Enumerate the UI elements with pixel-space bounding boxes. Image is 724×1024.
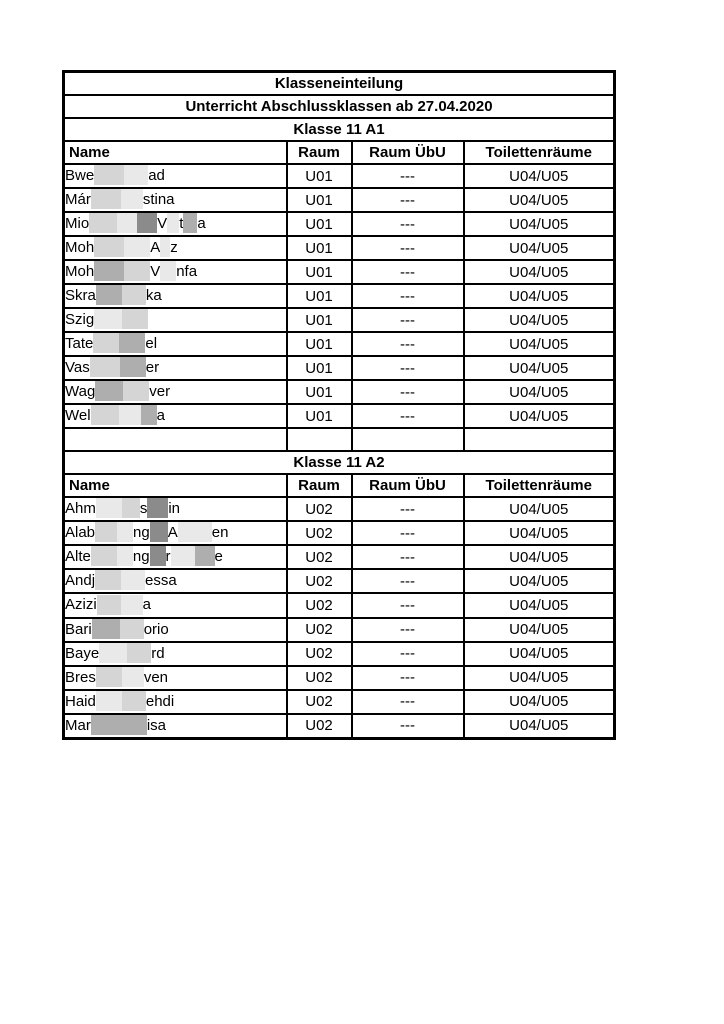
name-cell xyxy=(64,666,287,690)
toiletten-cell: U04/U05 xyxy=(464,164,615,188)
student-row xyxy=(64,164,615,188)
toiletten-cell: U04/U05 xyxy=(464,356,615,380)
column-header-row xyxy=(64,474,615,497)
redaction-box xyxy=(95,381,123,401)
redaction-box xyxy=(150,546,166,566)
name-fragment: Azizi xyxy=(65,596,97,614)
raum-cell: U02 xyxy=(287,642,352,666)
raum-cell: U02 xyxy=(287,714,352,739)
column-header-row xyxy=(64,141,615,164)
raum-ubu-cell: --- xyxy=(352,521,464,545)
name-fragment: z xyxy=(170,239,178,257)
name-fragment: Szig xyxy=(65,311,95,329)
name-fragment: isa xyxy=(146,716,167,734)
raum-ubu-cell: --- xyxy=(352,593,464,617)
redaction-box xyxy=(96,691,122,711)
raum-ubu-cell: --- xyxy=(352,212,464,236)
raum-ubu-cell: --- xyxy=(352,666,464,690)
name-fragment: essa xyxy=(145,572,177,590)
raum-cell: U02 xyxy=(287,497,352,521)
name-fragment: ng xyxy=(132,548,150,566)
redaction-box xyxy=(91,715,147,735)
name-fragment: A xyxy=(150,239,161,257)
raum-ubu-cell: --- xyxy=(352,284,464,308)
column-header: Raum xyxy=(287,474,352,497)
redaction-box xyxy=(178,522,212,542)
section-heading-row xyxy=(64,451,615,474)
raum-ubu-cell: --- xyxy=(352,332,464,356)
name-fragment: el xyxy=(145,335,158,353)
raum-cell: U02 xyxy=(287,521,352,545)
name-fragment: nfa xyxy=(176,263,198,281)
student-row xyxy=(64,332,615,356)
name-cell xyxy=(64,690,287,714)
name-cell xyxy=(64,714,287,739)
student-row xyxy=(64,521,615,545)
raum-ubu-cell: --- xyxy=(352,690,464,714)
section-heading: Klasse 11 A1 xyxy=(64,118,615,141)
redaction-box xyxy=(91,546,117,566)
empty-name-cell xyxy=(64,428,287,451)
raum-ubu-cell: --- xyxy=(352,236,464,260)
redaction-box xyxy=(160,237,170,257)
raum-cell: U01 xyxy=(287,356,352,380)
student-row xyxy=(64,545,615,569)
student-row xyxy=(64,260,615,284)
toiletten-cell: U04/U05 xyxy=(464,690,615,714)
subtitle-row xyxy=(64,95,615,118)
student-row xyxy=(64,356,615,380)
redaction-box xyxy=(92,619,120,639)
redaction-box xyxy=(90,357,120,377)
raum-ubu-cell: --- xyxy=(352,545,464,569)
name-cell xyxy=(64,593,287,617)
name-fragment: Bwe xyxy=(65,167,95,184)
redaction-box xyxy=(167,213,179,233)
name-fragment: orio xyxy=(143,620,169,638)
toiletten-cell: U04/U05 xyxy=(464,593,615,617)
raum-ubu-cell: --- xyxy=(352,714,464,739)
toiletten-cell: U04/U05 xyxy=(464,642,615,666)
toiletten-cell: U04/U05 xyxy=(464,260,615,284)
redaction-box xyxy=(121,189,143,209)
student-row xyxy=(64,212,615,236)
student-row xyxy=(64,690,615,714)
redaction-box xyxy=(141,405,157,425)
redaction-box xyxy=(117,522,133,542)
name-fragment: stina xyxy=(142,191,175,209)
toiletten-cell: U04/U05 xyxy=(464,545,615,569)
raum-ubu-cell: --- xyxy=(352,497,464,521)
raum-ubu-cell: --- xyxy=(352,380,464,404)
name-fragment: ver xyxy=(149,383,171,401)
empty-raum-cell xyxy=(287,428,352,451)
name-fragment: V xyxy=(157,215,168,233)
student-row xyxy=(64,666,615,690)
toiletten-cell: U04/U05 xyxy=(464,308,615,332)
name-fragment: Alab xyxy=(65,524,96,542)
toiletten-cell: U04/U05 xyxy=(464,212,615,236)
name-fragment: Andj xyxy=(65,572,96,590)
student-row xyxy=(64,380,615,404)
name-cell xyxy=(64,380,287,404)
redaction-box xyxy=(122,498,140,518)
name-fragment: Alte xyxy=(65,548,91,566)
name-fragment: er xyxy=(145,359,160,377)
name-fragment: a xyxy=(156,407,165,425)
name-cell xyxy=(64,497,287,521)
toiletten-cell: U04/U05 xyxy=(464,380,615,404)
raum-ubu-cell: --- xyxy=(352,260,464,284)
redaction-box xyxy=(95,570,121,590)
section-heading: Klasse 11 A2 xyxy=(64,451,615,474)
student-row xyxy=(64,188,615,212)
name-cell xyxy=(64,284,287,308)
name-cell xyxy=(64,188,287,212)
raum-cell: U01 xyxy=(287,212,352,236)
redaction-box xyxy=(124,237,150,257)
redaction-box xyxy=(94,165,124,185)
name-fragment: Bres xyxy=(65,668,96,686)
raum-cell: U01 xyxy=(287,404,352,428)
student-row xyxy=(64,236,615,260)
redaction-box xyxy=(160,261,176,281)
column-header: Raum ÜbU xyxy=(352,474,464,497)
name-cell xyxy=(64,164,287,188)
name-fragment: s xyxy=(139,500,148,518)
redaction-box xyxy=(96,667,122,687)
name-fragment: a xyxy=(142,596,152,614)
name-fragment: Ahm xyxy=(65,500,96,518)
raum-ubu-cell: --- xyxy=(352,188,464,212)
redaction-box xyxy=(93,333,119,353)
raum-ubu-cell: --- xyxy=(352,308,464,332)
empty-row xyxy=(64,428,615,451)
toiletten-cell: U04/U05 xyxy=(464,188,615,212)
redaction-box xyxy=(120,357,146,377)
name-cell xyxy=(64,618,287,642)
redaction-box xyxy=(96,285,122,305)
student-row xyxy=(64,714,615,739)
redaction-box xyxy=(117,213,137,233)
raum-cell: U01 xyxy=(287,284,352,308)
document-title: Klasseneinteilung xyxy=(64,72,615,96)
raum-cell: U01 xyxy=(287,308,352,332)
raum-ubu-cell: --- xyxy=(352,164,464,188)
redaction-box xyxy=(122,285,146,305)
name-fragment: a xyxy=(197,215,206,233)
name-fragment: ehdi xyxy=(145,692,175,710)
name-fragment: Moh xyxy=(65,263,95,281)
redaction-box xyxy=(89,213,117,233)
student-row xyxy=(64,593,615,617)
name-fragment: t xyxy=(179,215,184,233)
redaction-box xyxy=(95,522,117,542)
raum-cell: U02 xyxy=(287,618,352,642)
raum-cell: U01 xyxy=(287,380,352,404)
name-fragment: ng xyxy=(133,524,150,542)
redaction-box xyxy=(120,619,144,639)
document-subtitle: Unterricht Abschlussklassen ab 27.04.2020 xyxy=(64,95,615,118)
name-fragment: Vas xyxy=(65,359,90,377)
name-fragment: in xyxy=(168,500,181,518)
redaction-box xyxy=(91,405,119,425)
raum-cell: U02 xyxy=(287,690,352,714)
toiletten-cell: U04/U05 xyxy=(464,714,615,739)
name-cell xyxy=(64,308,287,332)
student-row xyxy=(64,618,615,642)
table-body xyxy=(64,72,615,739)
redaction-box xyxy=(121,570,145,590)
student-row xyxy=(64,308,615,332)
student-row xyxy=(64,569,615,593)
name-fragment: e xyxy=(214,548,223,566)
redaction-box xyxy=(122,667,144,687)
column-header: Raum xyxy=(287,141,352,164)
name-fragment: Már xyxy=(65,191,91,209)
name-cell xyxy=(64,569,287,593)
name-fragment: ven xyxy=(143,668,169,686)
name-fragment: Mar xyxy=(65,716,91,734)
raum-cell: U01 xyxy=(287,188,352,212)
redaction-box xyxy=(94,237,124,257)
toiletten-cell: U04/U05 xyxy=(464,569,615,593)
redaction-box xyxy=(124,261,150,281)
name-fragment: r xyxy=(165,548,171,566)
column-header: Toilettenräume xyxy=(464,474,615,497)
raum-ubu-cell: --- xyxy=(352,618,464,642)
name-fragment: Mio xyxy=(65,215,90,233)
empty-raum-ubu-cell xyxy=(352,428,464,451)
raum-ubu-cell: --- xyxy=(352,404,464,428)
toiletten-cell: U04/U05 xyxy=(464,618,615,642)
raum-ubu-cell: --- xyxy=(352,569,464,593)
raum-cell: U02 xyxy=(287,593,352,617)
name-fragment: Baye xyxy=(65,644,100,662)
toiletten-cell: U04/U05 xyxy=(464,497,615,521)
raum-cell: U02 xyxy=(287,545,352,569)
raum-ubu-cell: --- xyxy=(352,356,464,380)
klasseneinteilung-table xyxy=(62,70,616,740)
redaction-box xyxy=(127,643,151,663)
redaction-box xyxy=(94,309,122,329)
empty-toiletten-cell xyxy=(464,428,615,451)
name-fragment: Wag xyxy=(65,383,96,401)
redaction-box xyxy=(97,595,121,615)
redaction-box xyxy=(91,189,121,209)
raum-cell: U01 xyxy=(287,164,352,188)
name-fragment: en xyxy=(211,524,229,542)
name-fragment: Skra xyxy=(65,287,96,305)
redaction-box xyxy=(123,381,149,401)
redaction-box xyxy=(171,546,195,566)
student-row xyxy=(64,404,615,428)
name-cell xyxy=(64,642,287,666)
student-row xyxy=(64,284,615,308)
name-cell xyxy=(64,212,287,236)
redaction-box xyxy=(94,261,124,281)
name-cell xyxy=(64,521,287,545)
column-header: Name xyxy=(64,474,287,497)
name-fragment: Haid xyxy=(65,692,96,710)
column-header: Raum ÜbU xyxy=(352,141,464,164)
toiletten-cell: U04/U05 xyxy=(464,521,615,545)
redaction-box xyxy=(121,595,143,615)
toiletten-cell: U04/U05 xyxy=(464,332,615,356)
raum-cell: U01 xyxy=(287,260,352,284)
toiletten-cell: U04/U05 xyxy=(464,284,615,308)
column-header: Name xyxy=(64,141,287,164)
redaction-box xyxy=(147,498,168,518)
column-header: Toilettenräume xyxy=(464,141,615,164)
raum-ubu-cell: --- xyxy=(352,642,464,666)
name-fragment: Tate xyxy=(65,335,94,353)
redaction-box xyxy=(195,546,215,566)
redaction-box xyxy=(117,546,133,566)
redaction-box xyxy=(122,691,146,711)
redaction-box xyxy=(124,165,148,185)
name-fragment: ka xyxy=(145,287,162,305)
toiletten-cell: U04/U05 xyxy=(464,666,615,690)
redaction-box xyxy=(96,498,122,518)
name-fragment: Moh xyxy=(65,239,95,257)
name-fragment: Bari xyxy=(65,620,92,638)
toiletten-cell: U04/U05 xyxy=(464,404,615,428)
toiletten-cell: U04/U05 xyxy=(464,236,615,260)
redaction-box xyxy=(183,213,197,233)
student-row xyxy=(64,642,615,666)
name-cell xyxy=(64,545,287,569)
name-cell xyxy=(64,260,287,284)
name-fragment: Wel xyxy=(65,407,91,425)
raum-cell: U02 xyxy=(287,569,352,593)
title-row xyxy=(64,72,615,96)
redaction-box xyxy=(150,522,168,542)
name-cell xyxy=(64,332,287,356)
section-heading-row xyxy=(64,118,615,141)
raum-cell: U01 xyxy=(287,236,352,260)
redaction-box xyxy=(119,333,145,353)
name-fragment: V xyxy=(150,263,161,281)
raum-cell: U01 xyxy=(287,332,352,356)
name-cell xyxy=(64,236,287,260)
name-fragment: rd xyxy=(151,644,165,662)
name-fragment: A xyxy=(167,524,178,542)
redaction-box xyxy=(99,643,127,663)
student-row xyxy=(64,497,615,521)
redaction-box xyxy=(119,405,141,425)
name-fragment: ad xyxy=(148,167,165,184)
raum-cell: U02 xyxy=(287,666,352,690)
redaction-box xyxy=(122,309,148,329)
name-cell xyxy=(64,356,287,380)
redaction-box xyxy=(137,213,157,233)
name-cell xyxy=(64,404,287,428)
